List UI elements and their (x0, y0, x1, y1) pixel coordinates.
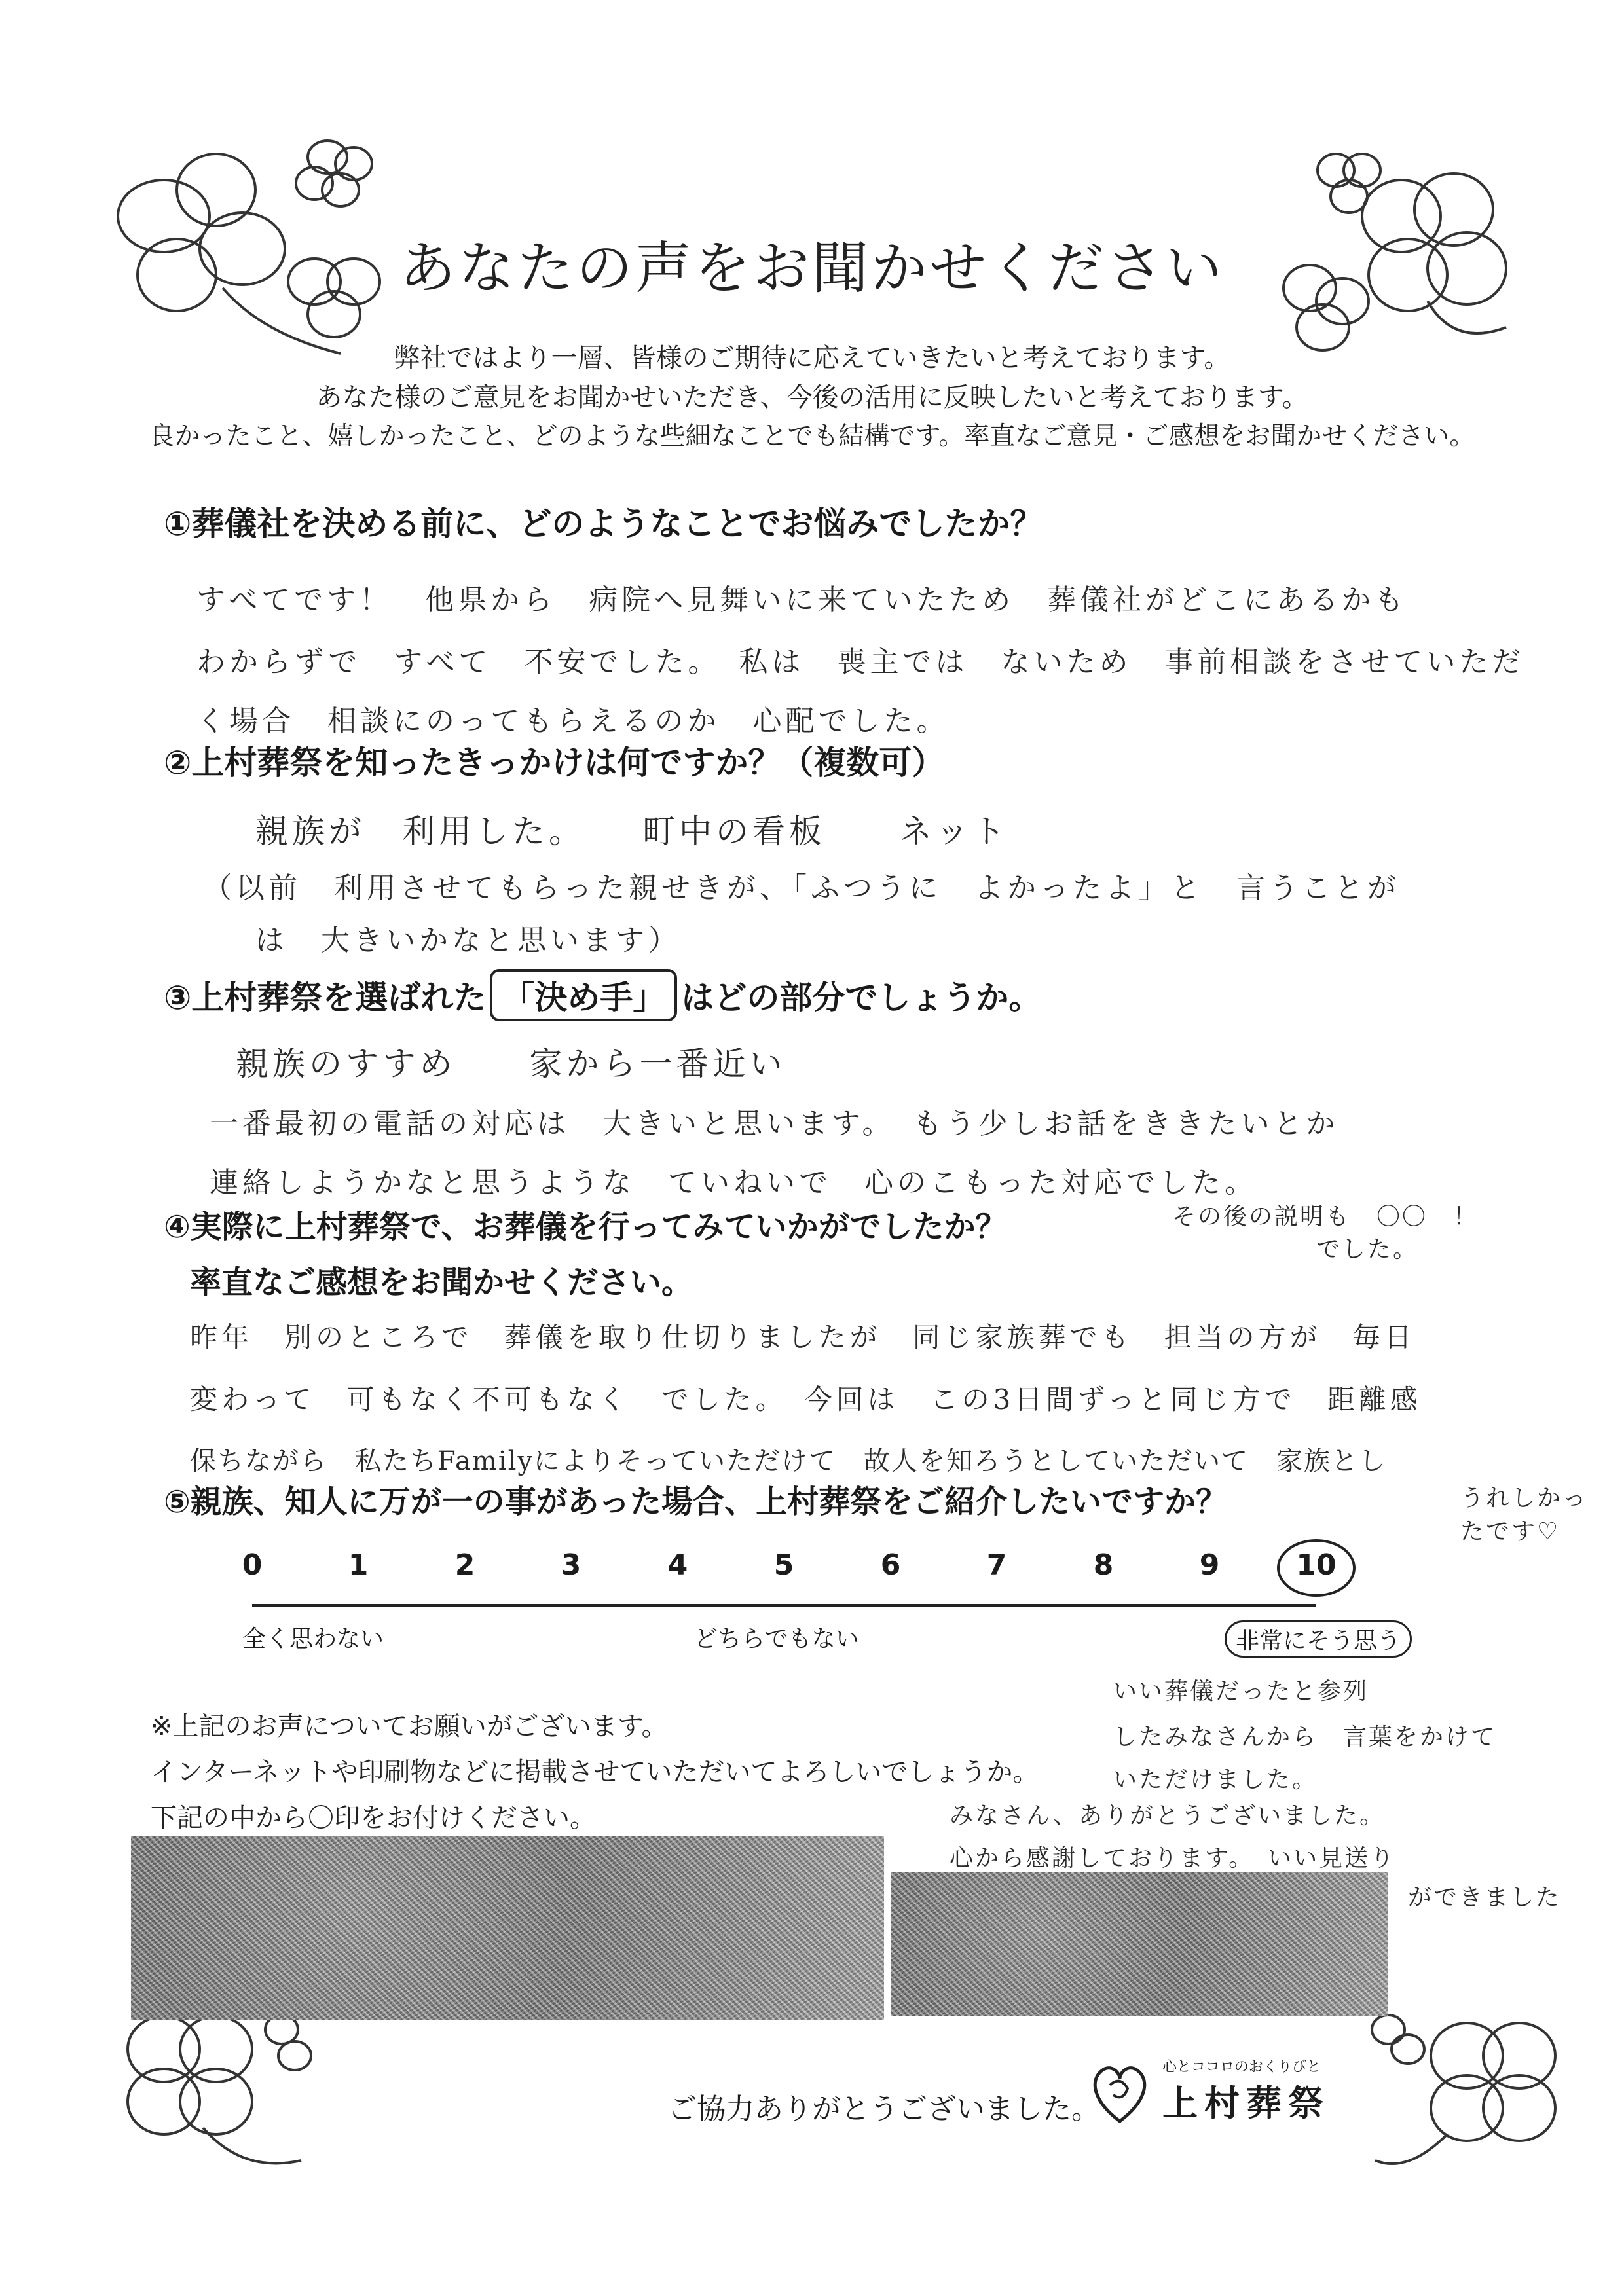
brand-name: 上村葬祭 (1162, 2083, 1330, 2124)
scale-label-high: 非常にそう思う (1225, 1620, 1412, 1658)
brand-heart-icon (1087, 2056, 1153, 2128)
clover-decoration-bottom-left (85, 1990, 321, 2200)
intro-line-3: 良かったこと、嬉しかったこと、どのような些細なことでも結構です。率直なご意見・ご感想をお聞かせください。 (149, 422, 1475, 451)
notice-line-2: インターネットや印刷物などに掲載させていただいてよろしいでしょうか。 (151, 1757, 1039, 1787)
scale-label-mid: どちらでもない (694, 1626, 859, 1652)
q4-side-note: うれしかったです♡ (1460, 1485, 1589, 1545)
scale-tick-7[interactable]: 7 (986, 1548, 1007, 1582)
question-3-prefix: ③上村葬祭を選ばれた (164, 979, 487, 1017)
question-1: ①葬儀社を決める前に、どのようなことでお悩みでしたか？ (164, 505, 1043, 543)
question-3-boxed: 「決め手」 (490, 969, 677, 1021)
answer-3-line-3: 連絡しようかなと思うような ていねいで 心のこもった対応でした。 (210, 1166, 1257, 1199)
answer-3-line-1: 親族のすすめ 家から一番近い (236, 1045, 786, 1083)
closing-comment-line-1: いい葬儀だったと参列 (1113, 1678, 1369, 1705)
scale-line (252, 1604, 1316, 1607)
answer-3-line-2: 一番最初の電話の対応は 大きいと思います。 もう少しお話をききたいとか (210, 1107, 1339, 1140)
answer-1-line-1: すべてです！ 他県から 病院へ見舞いに来ていたため 葬儀社がどこにあるかも (196, 583, 1408, 617)
q3-side-note: その後の説明も 〇〇 ！ (1172, 1203, 1479, 1230)
answer-2-line-1: 親族が 利用した。 町中の看板 ネット (255, 812, 1009, 850)
selected-circle-icon (1274, 1535, 1359, 1601)
answer-4-line-3: 保ちながら 私たちFamilyによりそっていただけて 故人を知ろうとしていただいて 家族とし (190, 1446, 1386, 1476)
closing-comment-line-5: 心から感謝しております。 いい見送り (950, 1845, 1396, 1872)
answer-1-line-2: わからずで すべて 不安でした。 私は 喪主では ないため 事前相談をさせていただ (196, 646, 1525, 679)
question-4-line-2: 率直なご感想をお聞かせください。 (190, 1264, 693, 1301)
scale-tick-0[interactable]: 0 (242, 1548, 263, 1582)
scale-label-low: 全く思わない (242, 1626, 384, 1652)
answer-2-line-2: （以前 利用させてもらった親せきが、「ふつうに よかったよ」と 言うことが (203, 871, 1400, 905)
redacted-area-left (131, 1836, 884, 2020)
q3-side-note-2: でした。 (1316, 1236, 1419, 1263)
answer-4-line-2: 変わって 可もなく不可もなく でした。 今回は この3日間ずっと同じ方で 距離感 (190, 1383, 1422, 1415)
closing-comment-line-2: したみなさんから 言葉をかけて (1113, 1724, 1497, 1751)
answer-4-line-1: 昨年 別のところで 葬儀を取り仕切りましたが 同じ家族葬でも 担当の方が 毎日 (190, 1321, 1416, 1353)
closing-comment-line-4: みなさん、ありがとうございました。 (950, 1802, 1386, 1829)
brand-tagline: 心とココロのおくりびと (1162, 2059, 1321, 2075)
question-2: ②上村葬祭を知ったきっかけは何ですか？（複数可） (164, 744, 945, 782)
scale-tick-3[interactable]: 3 (561, 1548, 581, 1582)
page-title: あなたの声をお聞かせください (399, 236, 1225, 301)
question-3-suffix: はどの部分でしょうか。 (681, 979, 1042, 1017)
question-4-line-1: ④実際に上村葬祭で、お葬儀を行ってみていかがでしたか？ (164, 1209, 1007, 1245)
scale-tick-10[interactable]: 10 (1296, 1548, 1337, 1582)
answer-2-line-3: は 大きいかなと思います） (255, 924, 681, 957)
notice-line-3: 下記の中から〇印をお付けください。 (151, 1803, 596, 1833)
redacted-area-right (891, 1872, 1388, 2016)
scale-tick-6[interactable]: 6 (880, 1548, 901, 1582)
notice-line-1: ※上記のお声についてお願いがございます。 (151, 1711, 668, 1741)
scale-tick-8[interactable]: 8 (1093, 1548, 1114, 1582)
scale-tick-5[interactable]: 5 (773, 1548, 794, 1582)
scale-tick-1[interactable]: 1 (348, 1548, 369, 1582)
scale-tick-9[interactable]: 9 (1199, 1548, 1220, 1582)
scale-tick-4[interactable]: 4 (667, 1548, 688, 1582)
intro-line-1: 弊社ではより一層、皆様のご期待に応えていきたいと考えております。 (394, 343, 1230, 373)
question-3 (164, 969, 1041, 1021)
closing-comment-line-6: ができました (1408, 1884, 1562, 1911)
scale-tick-2[interactable]: 2 (454, 1548, 475, 1582)
intro-line-2: あなた様のご意見をお聞かせいただき、今後の活用に反映したいと考えております。 (316, 382, 1308, 412)
answer-1-line-3: く場合 相談にのってもらえるのか 心配でした。 (196, 704, 950, 738)
footer-thanks: ご協力ありがとうございました。 (668, 2092, 1100, 2126)
question-5: ⑤親族、知人に万が一の事があった場合、上村葬祭をご紹介したいですか？ (164, 1484, 1228, 1520)
closing-comment-line-3: いただけました。 (1113, 1766, 1318, 1793)
